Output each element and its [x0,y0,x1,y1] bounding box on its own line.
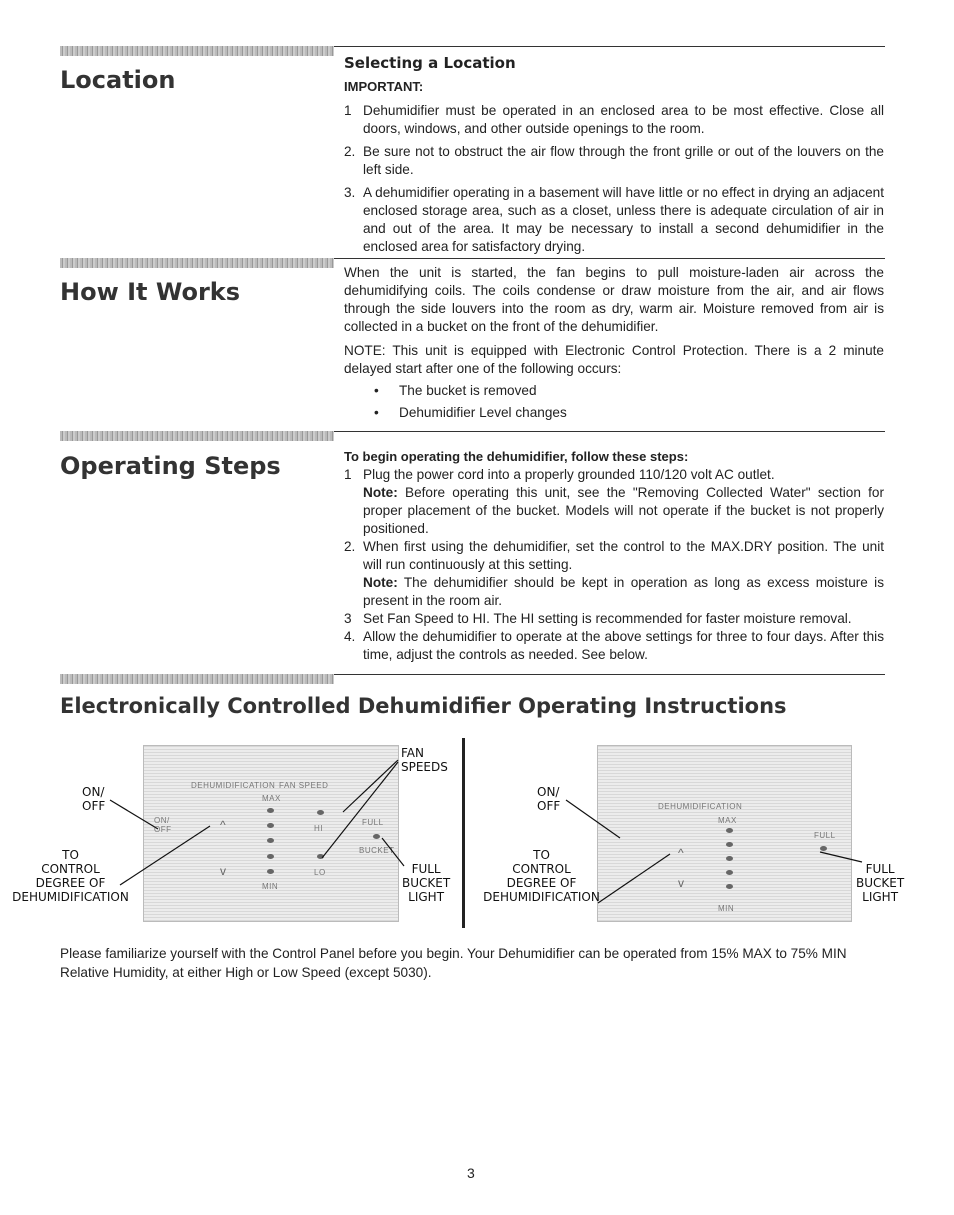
panel-label-dehumidification: DEHUMIDIFICATION [658,802,743,811]
item-text: Be sure not to obstruct the air flow through the front grille or out of the louvers on the left side. [363,144,884,177]
item-note: The dehumidifier should be kept in operation as long as excess moisture is present in the room air. [363,575,884,608]
callout-line-on-off-left [110,800,158,829]
item-number: 1 [344,103,352,118]
callout-line-control-right [598,854,670,903]
panel-label-full: FULL [814,831,836,840]
item-number: 3. [344,185,356,200]
item-number: 4. [344,629,356,644]
note-label: Note: [363,575,398,590]
page-number: 3 [467,1165,475,1181]
up-arrow-icon: ^ [678,846,685,860]
item-text: Set Fan Speed to HI. The HI setting is recommended for faster moisture removal. [363,611,852,626]
operating-intro: To begin operating the dehumidifier, follow these steps: [344,449,689,464]
item-text: Plug the power cord into a properly grounded 110/120 volt AC outlet. [363,467,775,482]
panel-label-hi: HI [314,824,323,833]
panel-label-on-off: ON/ OFF [154,816,172,834]
label-on-off-right: ON/ OFF [537,785,561,813]
item-text: When first using the dehumidifier, set the control to the MAX.DRY position. The unit will run continuously at this setting. [363,539,884,572]
panel-label-dehumidification: DEHUMIDIFICATION [191,781,276,790]
label-full-bucket-light-right: FULL BUCKET LIGHT [856,862,905,904]
item-text: Allow the dehumidifier to operate at the above settings for three to four days. After this time, adjust the controls as needed. See below. [363,629,884,662]
heading-electronic-instructions: Electronically Controlled Dehumidifier Operating Instructions [60,694,787,718]
bullet-item: • The bucket is removed [374,382,884,400]
how-note: NOTE: This unit is equipped with Electronic Control Protection. There is a 2 minute delayed start after one of the following occurs: [344,343,884,376]
panel-label-max: MAX [262,794,281,803]
item-number: 3 [344,611,352,626]
heading-operating-steps: Operating Steps [60,452,281,480]
footer-paragraph: Please familiarize yourself with the Control Panel before you begin. Your Dehumidifier can be operated from 15% MAX to 75% MIN Relative Humidity, at either High or Low Speed (except 5030). [60,946,847,980]
panel-label-bucket: BUCKET [359,846,395,855]
label-control-degree-right: TO CONTROL DEGREE OF DEHUMIDIFICATION [483,848,600,904]
item-note: Before operating this unit, see the "Removing Collected Water" section for proper placement of the bucket. Models will not operate if the bucket is not properly positioned. [363,485,885,536]
item-number: 2. [344,144,356,159]
callout-line-full-left [382,838,404,866]
bullet-item: • Dehumidifier Level changes [374,404,884,422]
down-arrow-icon: v [220,864,227,878]
callout-line-control-left [120,826,210,885]
panel-label-min: MIN [718,904,735,913]
label-fan-speeds: FAN SPEEDS [401,746,448,774]
up-arrow-icon: ^ [220,818,227,832]
heading-how-it-works: How It Works [60,278,241,306]
panel-label-full: FULL [362,818,384,827]
item-number: 1 [344,467,352,482]
item-number: 2. [344,539,356,554]
panel-label-min: MIN [262,882,279,891]
heading-location: Location [60,66,176,94]
label-on-off-left: ON/ OFF [82,785,106,813]
item-text: A dehumidifier operating in a basement will have little or no effect in drying an adjacent enclosed storage area, such as a closet, unless there is adequate circulation of air in and out of the area. It may be necessary to install a second dehumidifier in the enclosed area for satisfactory drying. [363,185,884,254]
down-arrow-icon: v [678,876,685,890]
callout-line-on-off-right [566,800,620,838]
note-label: Note: [363,485,398,500]
important-label: IMPORTANT: [344,79,424,94]
how-paragraph: When the unit is started, the fan begins to pull moisture-laden air across the dehumidifying coils. The coils condense or draw moisture from the air, and air flows through the side louvers into the room as dry, warm air. Moisture removed from air is collected in a bucket on the front of the dehumidifier. [344,265,884,334]
callout-line-fan-hi [343,760,398,812]
panel-label-fan-speed: FAN SPEED [279,781,329,790]
callout-line-full-right [820,852,862,862]
subheading-selecting-location: Selecting a Location [344,54,516,72]
panel-label-lo: LO [314,868,326,877]
label-full-bucket-light-left: FULL BUCKET LIGHT [402,862,451,904]
label-control-degree-left: TO CONTROL DEGREE OF DEHUMIDIFICATION [12,848,129,904]
panel-label-max: MAX [718,816,737,825]
item-text: Dehumidifier must be operated in an enclosed area to be most effective. Close all doors, windows, and other outside openings to the room. [363,103,884,136]
